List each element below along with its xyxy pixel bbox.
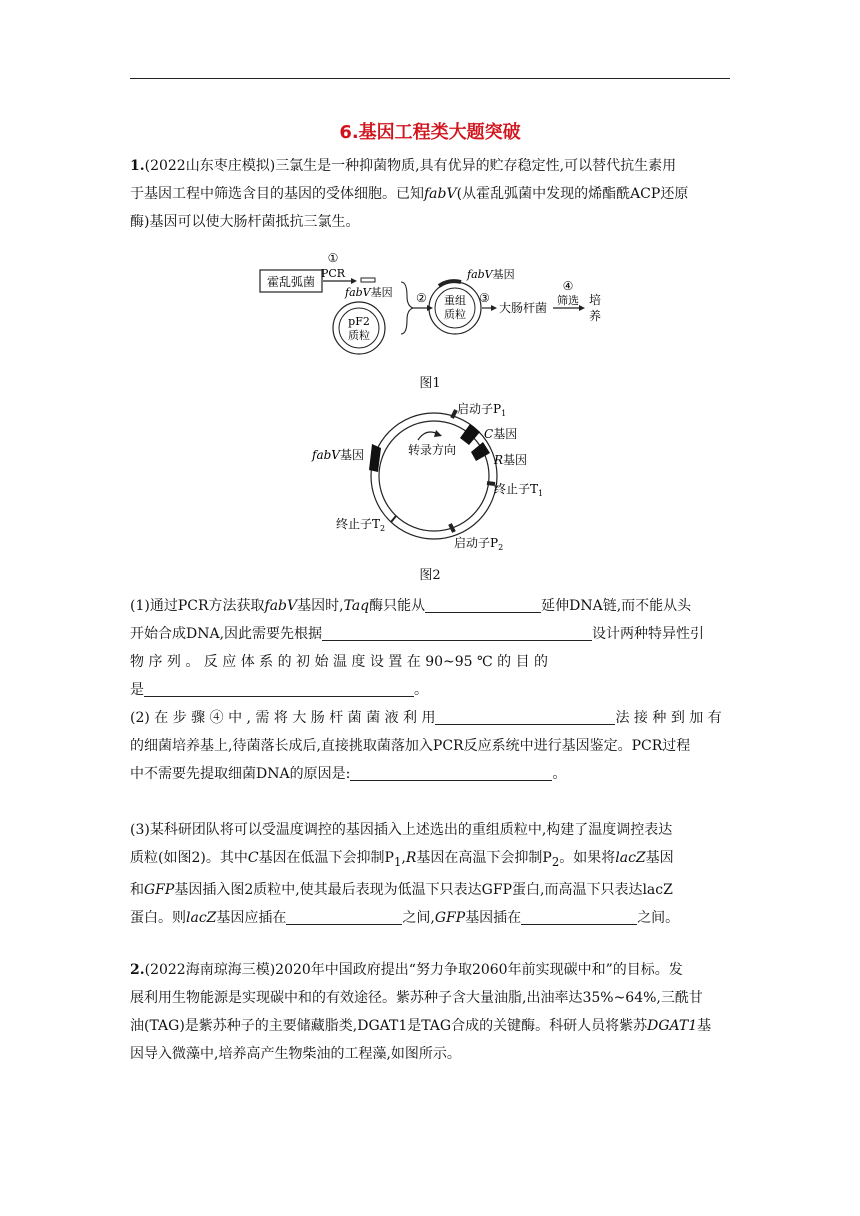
arrow-2-head	[427, 305, 433, 311]
figure-1-caption: 图1	[419, 376, 441, 391]
text-line: (2) 在 步 骤 ④ 中 , 需 将 大 肠 杆 菌 菌 液 利 用	[130, 710, 436, 726]
step-1-label: ①	[327, 251, 339, 265]
text-line: (1)通过PCR方法获取	[130, 598, 265, 614]
text-line: 物 序 列 。 反 应 体 系 的 初 始 温 度 设 置 在 90~95 ℃ 的 目 的	[130, 654, 549, 670]
text-line: 基因	[645, 850, 674, 866]
text-line: 延伸DNA链,而不能从头	[541, 598, 692, 614]
terminator-t2-mark	[391, 516, 396, 522]
gene-label: fabV基因	[345, 286, 393, 299]
answer-blank[interactable]	[521, 908, 637, 925]
text-line: 法 接 种 到 加 有	[615, 710, 722, 726]
text-line: 酶)基因可以使大肠杆菌抵抗三氯生。	[130, 214, 360, 230]
text-line: 酶只能从	[369, 598, 426, 614]
text-line: 质粒(如图2)。其中	[130, 850, 248, 866]
direction-label: 转录方向	[407, 443, 457, 457]
text-line: 设计两种特异性引	[592, 626, 705, 642]
text-line: 。如果将	[559, 850, 616, 866]
question-2	[130, 956, 730, 1068]
figure-2-diagram	[300, 398, 560, 558]
answer-blank[interactable]	[425, 596, 541, 613]
text-line: 基	[697, 1018, 712, 1034]
enzyme-name: Taq	[343, 598, 370, 614]
question-source: (2022山东枣庄模拟)	[144, 158, 276, 174]
gene-name: DGAT1	[647, 1018, 698, 1034]
text-line: 和	[130, 881, 144, 898]
subquestion-3	[130, 816, 730, 932]
text-line: 基因时,	[297, 598, 344, 614]
promoter-p2-mark	[450, 524, 454, 532]
pcr-label: PCR	[320, 267, 346, 280]
gene-name: lacZ	[186, 909, 217, 926]
question-number: 2.	[130, 962, 145, 978]
p1-label: 启动子$P_1$	[457, 402, 507, 418]
arrow-1-head	[351, 278, 357, 284]
text-line: 基因应插在	[216, 909, 287, 926]
gene-name: fabV	[424, 186, 457, 202]
recombinant-label-1: 重组	[444, 294, 466, 307]
r-gene-label: R基因	[494, 453, 528, 467]
gene-name: C	[247, 850, 259, 866]
answer-blank[interactable]	[350, 764, 552, 781]
text-line: 基因插入图2质粒中,使其最后表现为低温下只表达GFP蛋白,而高温下只表达lacZ	[174, 881, 673, 898]
recombinant-label-2: 质粒	[444, 308, 466, 321]
culture-label-1: 培	[588, 293, 602, 307]
transcription-arrow-head	[434, 430, 442, 437]
text-line: 基因在高温下会抑制P	[416, 850, 552, 866]
text-line: 之间,	[402, 909, 435, 926]
text-line: (3)某科研团队将可以受温度调控的基因插入上述选出的重组质粒中,构建了温度调控表达	[130, 822, 673, 838]
source-label: 霍乱弧菌	[266, 275, 316, 289]
c-gene-label: C基因	[484, 427, 518, 441]
question-1-intro	[130, 152, 730, 236]
text-line: 于基因工程中筛选含目的基因的受体细胞。已知	[130, 186, 424, 202]
text-line: 。	[414, 682, 428, 698]
r-gene-block	[471, 442, 490, 461]
text-line: (2022海南琼海三模)2020年中国政府提出“努力争取2060年前实现碳中和”的目标。发	[144, 962, 683, 978]
recombinant-gene-label: fabV基因	[467, 268, 515, 281]
answer-blank[interactable]	[286, 908, 402, 925]
subscript: 1	[393, 854, 402, 869]
culture-label-2: 养	[588, 309, 602, 323]
text-line: ,	[401, 850, 406, 866]
answer-blank[interactable]	[322, 624, 592, 641]
step-2-label: ②	[416, 291, 427, 305]
gene-name: fabV	[264, 598, 298, 614]
t2-label: 终止子$T_2$	[336, 517, 386, 533]
text-line: 蛋白。则	[130, 909, 186, 926]
gene-fragment	[361, 278, 375, 282]
text-line: 。	[552, 766, 567, 782]
gene-name: lacZ	[615, 850, 646, 866]
text-line: 之间。	[637, 909, 680, 926]
plasmid-outer	[333, 302, 385, 354]
text-line: 油(TAG)是紫苏种子的主要储藏脂类,DGAT1是TAG合成的关键酶。科研人员将紫苏	[130, 1018, 648, 1034]
text-line: 的细菌培养基上,待菌落长成后,直接挑取菌落加入PCR反应系统中进行基因鉴定。PCR过程	[130, 738, 691, 754]
text-line: 是	[130, 682, 144, 698]
figure-2-caption: 图2	[419, 568, 441, 583]
inserted-gene	[439, 281, 461, 286]
gene-name: GFP	[144, 881, 175, 898]
plasmid-label: 质粒	[348, 329, 370, 342]
top-rule	[130, 78, 730, 79]
gene-name: GFP	[434, 909, 466, 926]
fabv-label: fabV基因	[312, 448, 364, 462]
text-line: 展利用生物能源是实现碳中和的有效途径。紫苏种子含大量油脂,出油率达35%~64%,三酰甘	[130, 990, 703, 1006]
subquestion-1	[130, 592, 730, 704]
brace	[401, 282, 413, 334]
text-line: 基因在低温下会抑制P	[258, 850, 394, 866]
step-4-label: ④	[562, 279, 574, 293]
answer-blank[interactable]	[144, 680, 414, 697]
text-line: 开始合成DNA,因此需要先根据	[130, 626, 323, 642]
text-line: (从霍乱弧菌中发现的烯酯酰ACP还原	[456, 186, 689, 202]
t1-label: 终止子$T_1$	[494, 482, 544, 498]
plasmid-inner	[339, 308, 379, 348]
answer-blank[interactable]	[435, 708, 615, 725]
arrow-4-head	[579, 305, 585, 311]
plasmid-name: pF2	[348, 315, 370, 328]
host-label: 大肠杆菌	[499, 301, 548, 315]
page-title: 6.基因工程类大题突破	[339, 122, 521, 143]
text-line: 因导入微藻中,培养高产生物柴油的工程藻,如图所示。	[130, 1046, 461, 1062]
screen-label: 筛选	[557, 294, 579, 307]
text-line: 三氯生是一种抑菌物质,具有优异的贮存稳定性,可以替代抗生素用	[275, 158, 677, 174]
step-3-label: ③	[479, 291, 490, 305]
question-number: 1.	[130, 158, 145, 174]
figure-1-diagram	[255, 248, 635, 368]
gene-name: R	[405, 850, 417, 866]
arrow-3-head	[491, 305, 497, 311]
subquestion-2	[130, 704, 730, 788]
text-line: 基因插在	[465, 909, 522, 926]
subscript: 2	[551, 854, 560, 869]
text-line: 中不需要先提取细菌DNA的原因是:	[130, 766, 351, 782]
p2-label: 启动子$P_2$	[454, 536, 504, 552]
